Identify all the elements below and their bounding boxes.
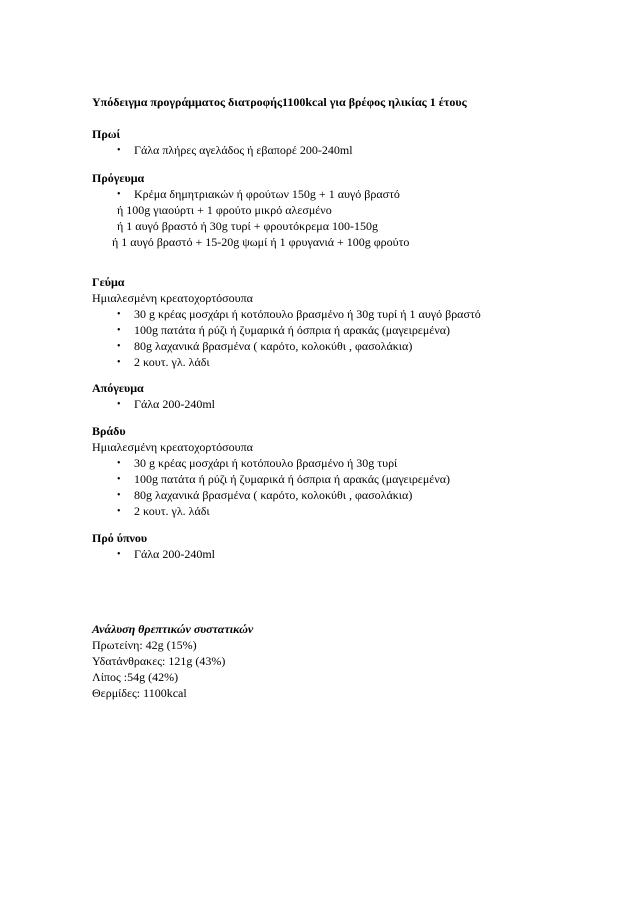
section-intro: Ημιαλεσμένη κρεατοχορτόσουπα xyxy=(92,291,253,305)
bullet-icon: • xyxy=(117,145,121,156)
bullet-icon: • xyxy=(117,341,121,352)
list-item: 30 g κρέας μοσχάρι ή κοτόπουλο βρασμένο ή 30g τυρί xyxy=(134,456,398,470)
section-heading-afternoon: Απόγευμα xyxy=(92,381,144,395)
list-item: 30 g κρέας μοσχάρι ή κοτόπουλο βρασμένο ή 30g τυρί ή 1 αυγό βραστό xyxy=(134,307,481,321)
bullet-icon: • xyxy=(117,490,121,501)
document-title: Υπόδειγμα προγράμματος διατροφής1100kcal για βρέφος ηλικίας 1 έτους xyxy=(92,95,467,109)
bullet-icon: • xyxy=(117,474,121,485)
section-heading-evening: Βράδυ xyxy=(92,424,126,438)
list-item: 100g πατάτα ή ρύζι ή ζυμαρικά ή όσπρια ή αρακάς (μαγειρεμένα) xyxy=(134,472,451,486)
bullet-icon: • xyxy=(117,357,121,368)
list-item: 80g λαχανικά βρασμένα ( καρότο, κολοκύθι , φασολάκια) xyxy=(134,488,413,502)
section-intro: Ημιαλεσμένη κρεατοχορτόσουπα xyxy=(92,440,253,454)
list-item: 100g πατάτα ή ρύζι ή ζυμαρικά ή όσπρια ή αρακάς (μαγειρεμένα) xyxy=(134,323,451,337)
alternative-line: ή 1 αυγό βραστό ή 30g τυρί + φρουτόκρεμα 100-150g xyxy=(117,219,378,233)
section-heading-breakfast: Πρόγευμα xyxy=(92,171,145,185)
bullet-icon: • xyxy=(117,309,121,320)
section-heading-bedtime: Πρό ύπνου xyxy=(92,531,148,545)
list-item: 2 κουτ. γλ. λάδι xyxy=(134,504,210,518)
nutrient-line: Υδατάνθρακες: 121g (43%) xyxy=(92,654,226,668)
nutrient-line: Λίπος :54g (42%) xyxy=(92,670,179,684)
nutrient-line: Πρωτείνη: 42g (15%) xyxy=(92,638,197,652)
section-heading-morning: Πρωί xyxy=(92,127,121,141)
list-item: 80g λαχανικά βρασμένα ( καρότο, κολοκύθι , φασολάκια) xyxy=(134,339,413,353)
section-heading-analysis: Ανάλυση θρεπτικών συστατικών xyxy=(92,622,254,636)
bullet-icon: • xyxy=(117,399,121,410)
alternative-line: ή 100g γιαούρτι + 1 φρούτο μικρό αλεσμένο xyxy=(117,203,332,217)
bullet-icon: • xyxy=(117,325,121,336)
list-item: Γάλα 200-240ml xyxy=(134,547,215,561)
bullet-icon: • xyxy=(117,506,121,517)
list-item: Κρέμα δημητριακών ή φρούτων 150g + 1 αυγό βραστό xyxy=(134,187,400,201)
section-heading-lunch: Γεύμα xyxy=(92,275,125,289)
list-item: Γάλα πλήρες αγελάδος ή εβαπορέ 200-240ml xyxy=(134,143,353,157)
bullet-icon: • xyxy=(117,458,121,469)
alternative-line: ή 1 αυγό βραστό + 15-20g ψωμί ή 1 φρυγανιά + 100g φρούτο xyxy=(112,235,410,249)
bullet-icon: • xyxy=(117,549,121,560)
nutrient-line: Θερμίδες: 1100kcal xyxy=(92,686,187,700)
list-item: 2 κουτ. γλ. λάδι xyxy=(134,355,210,369)
list-item: Γάλα 200-240ml xyxy=(134,397,215,411)
bullet-icon: • xyxy=(117,189,121,200)
